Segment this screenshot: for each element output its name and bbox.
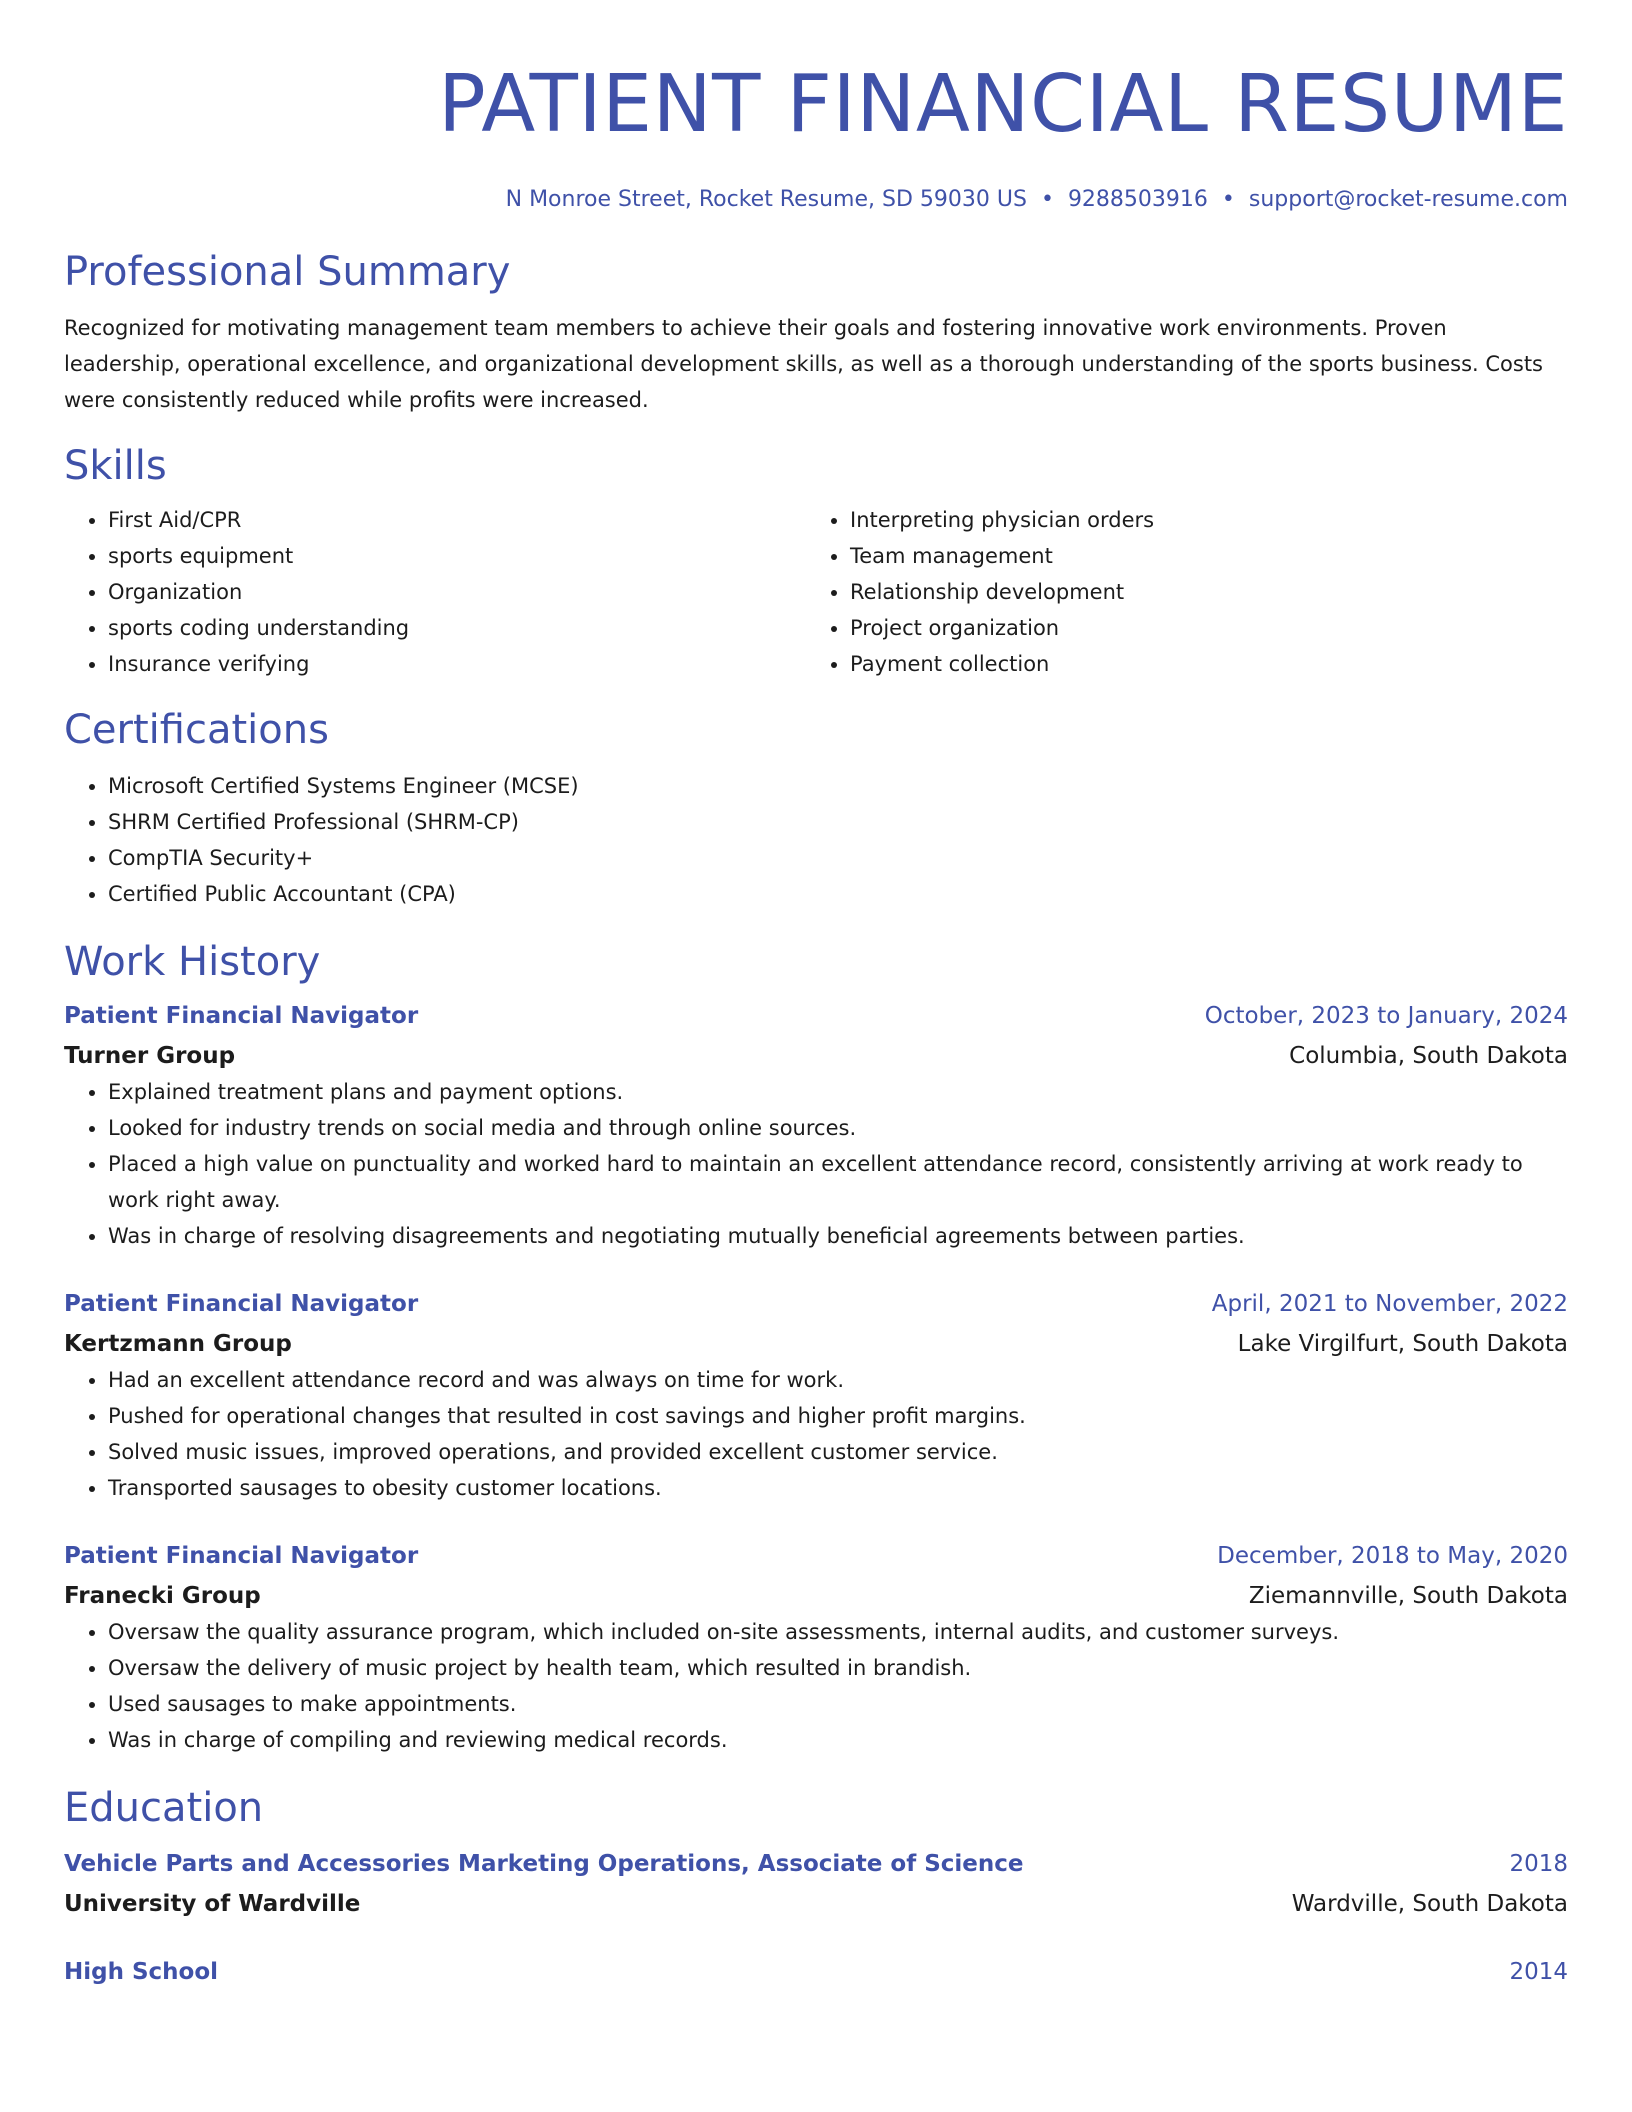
education-year: 2018 xyxy=(1509,1851,1568,1877)
education-entry xyxy=(64,1846,1568,1922)
education-school: University of Wardville xyxy=(64,1891,361,1917)
job-company: Kertzmann Group xyxy=(64,1331,292,1357)
resume-title: PATIENT FINANCIAL RESUME xyxy=(438,58,1568,150)
job-entry xyxy=(64,1538,1568,1758)
job-duties xyxy=(64,1614,1568,1758)
skill-item: • Payment collection xyxy=(850,646,1548,682)
skill-item: • Project organization xyxy=(850,610,1548,646)
job-duty: • Oversaw the delivery of music project by health team, which resulted in brandish. xyxy=(108,1650,1568,1686)
skill-item: • Insurance verifying xyxy=(108,646,806,682)
summary-text: Recognized for motivating management team members to achieve their goals and fostering innovative work environments. Proven leadership, operational excellence, and organizational development skills, as well as a thorough understanding of the sports business. Costs were consistently reduced while profits were increased. xyxy=(64,316,1543,412)
summary-heading: Professional Summary xyxy=(64,249,511,295)
contact-separator: • xyxy=(1221,187,1235,212)
job-dates: October, 2023 to January, 2024 xyxy=(1204,1003,1568,1029)
skills-column-right xyxy=(806,502,1548,682)
job-duties xyxy=(64,1362,1568,1506)
contact-phone: 9288503916 xyxy=(1067,187,1208,212)
education-degree: Vehicle Parts and Accessories Marketing Operations, Associate of Science xyxy=(64,1851,1024,1877)
job-entry xyxy=(64,1286,1568,1506)
certification-item: • Microsoft Certified Systems Engineer (MCSE) xyxy=(108,768,1568,804)
skills-heading: Skills xyxy=(64,443,167,489)
certification-item: • CompTIA Security+ xyxy=(108,840,1568,876)
job-duty: • Had an excellent attendance record and was always on time for work. xyxy=(108,1362,1568,1398)
job-entry xyxy=(64,998,1568,1254)
education-location: Wardville, South Dakota xyxy=(1291,1891,1568,1917)
contact-address: N Monroe Street, Rocket Resume, SD 59030 US xyxy=(505,187,1027,212)
job-title: Patient Financial Navigator xyxy=(64,1003,419,1029)
skill-item: • Organization xyxy=(108,574,806,610)
job-title: Patient Financial Navigator xyxy=(64,1543,419,1569)
job-duty: • Explained treatment plans and payment options. xyxy=(108,1074,1568,1110)
work-history-heading: Work History xyxy=(64,939,321,985)
job-title: Patient Financial Navigator xyxy=(64,1291,419,1317)
skill-item: • sports coding understanding xyxy=(108,610,806,646)
certifications-list xyxy=(64,768,1568,912)
skill-item: • sports equipment xyxy=(108,538,806,574)
job-duty: • Solved music issues, improved operations, and provided excellent customer service. xyxy=(108,1434,1568,1470)
job-duty: • Looked for industry trends on social media and through online sources. xyxy=(108,1110,1568,1146)
job-duty: • Pushed for operational changes that resulted in cost savings and higher profit margins. xyxy=(108,1398,1568,1434)
skill-item: • Relationship development xyxy=(850,574,1548,610)
skills-list xyxy=(64,502,1568,682)
job-dates: December, 2018 to May, 2020 xyxy=(1217,1543,1568,1569)
contact-email[interactable]: support@rocket-resume.com xyxy=(1248,187,1568,212)
job-duty: • Transported sausages to obesity customer locations. xyxy=(108,1470,1568,1506)
job-duties xyxy=(64,1074,1568,1254)
education-heading: Education xyxy=(64,1785,264,1831)
job-location: Ziemannville, South Dakota xyxy=(1248,1583,1568,1609)
job-company: Turner Group xyxy=(64,1043,236,1069)
education-degree: High School xyxy=(64,1959,219,1985)
education-year: 2014 xyxy=(1509,1959,1568,1985)
job-duty: • Was in charge of resolving disagreements and negotiating mutually beneficial agreements between parties. xyxy=(108,1218,1568,1254)
skill-item: • Interpreting physician orders xyxy=(850,502,1548,538)
job-duty: • Was in charge of compiling and reviewing medical records. xyxy=(108,1722,1568,1758)
resume-page xyxy=(64,0,1568,1990)
certification-item: • Certified Public Accountant (CPA) xyxy=(108,876,1568,912)
job-company: Franecki Group xyxy=(64,1583,261,1609)
job-location: Lake Virgilfurt, South Dakota xyxy=(1237,1331,1568,1357)
education-entry xyxy=(64,1954,1568,1990)
skill-item: • First Aid/CPR xyxy=(108,502,806,538)
job-duty: • Used sausages to make appointments. xyxy=(108,1686,1568,1722)
job-dates: April, 2021 to November, 2022 xyxy=(1211,1291,1568,1317)
job-location: Columbia, South Dakota xyxy=(1289,1043,1568,1069)
contact-separator: • xyxy=(1040,187,1054,212)
contact-line xyxy=(64,184,1568,216)
skills-column-left xyxy=(64,502,806,682)
certifications-heading: Certifications xyxy=(64,707,329,753)
certification-item: • SHRM Certified Professional (SHRM-CP) xyxy=(108,804,1568,840)
skill-item: • Team management xyxy=(850,538,1548,574)
job-duty: • Oversaw the quality assurance program, which included on-site assessments, internal audits, and customer surveys. xyxy=(108,1614,1568,1650)
job-duty: • Placed a high value on punctuality and worked hard to maintain an excellent attendance record, consistently arriving at work ready to work right away. xyxy=(108,1146,1568,1218)
